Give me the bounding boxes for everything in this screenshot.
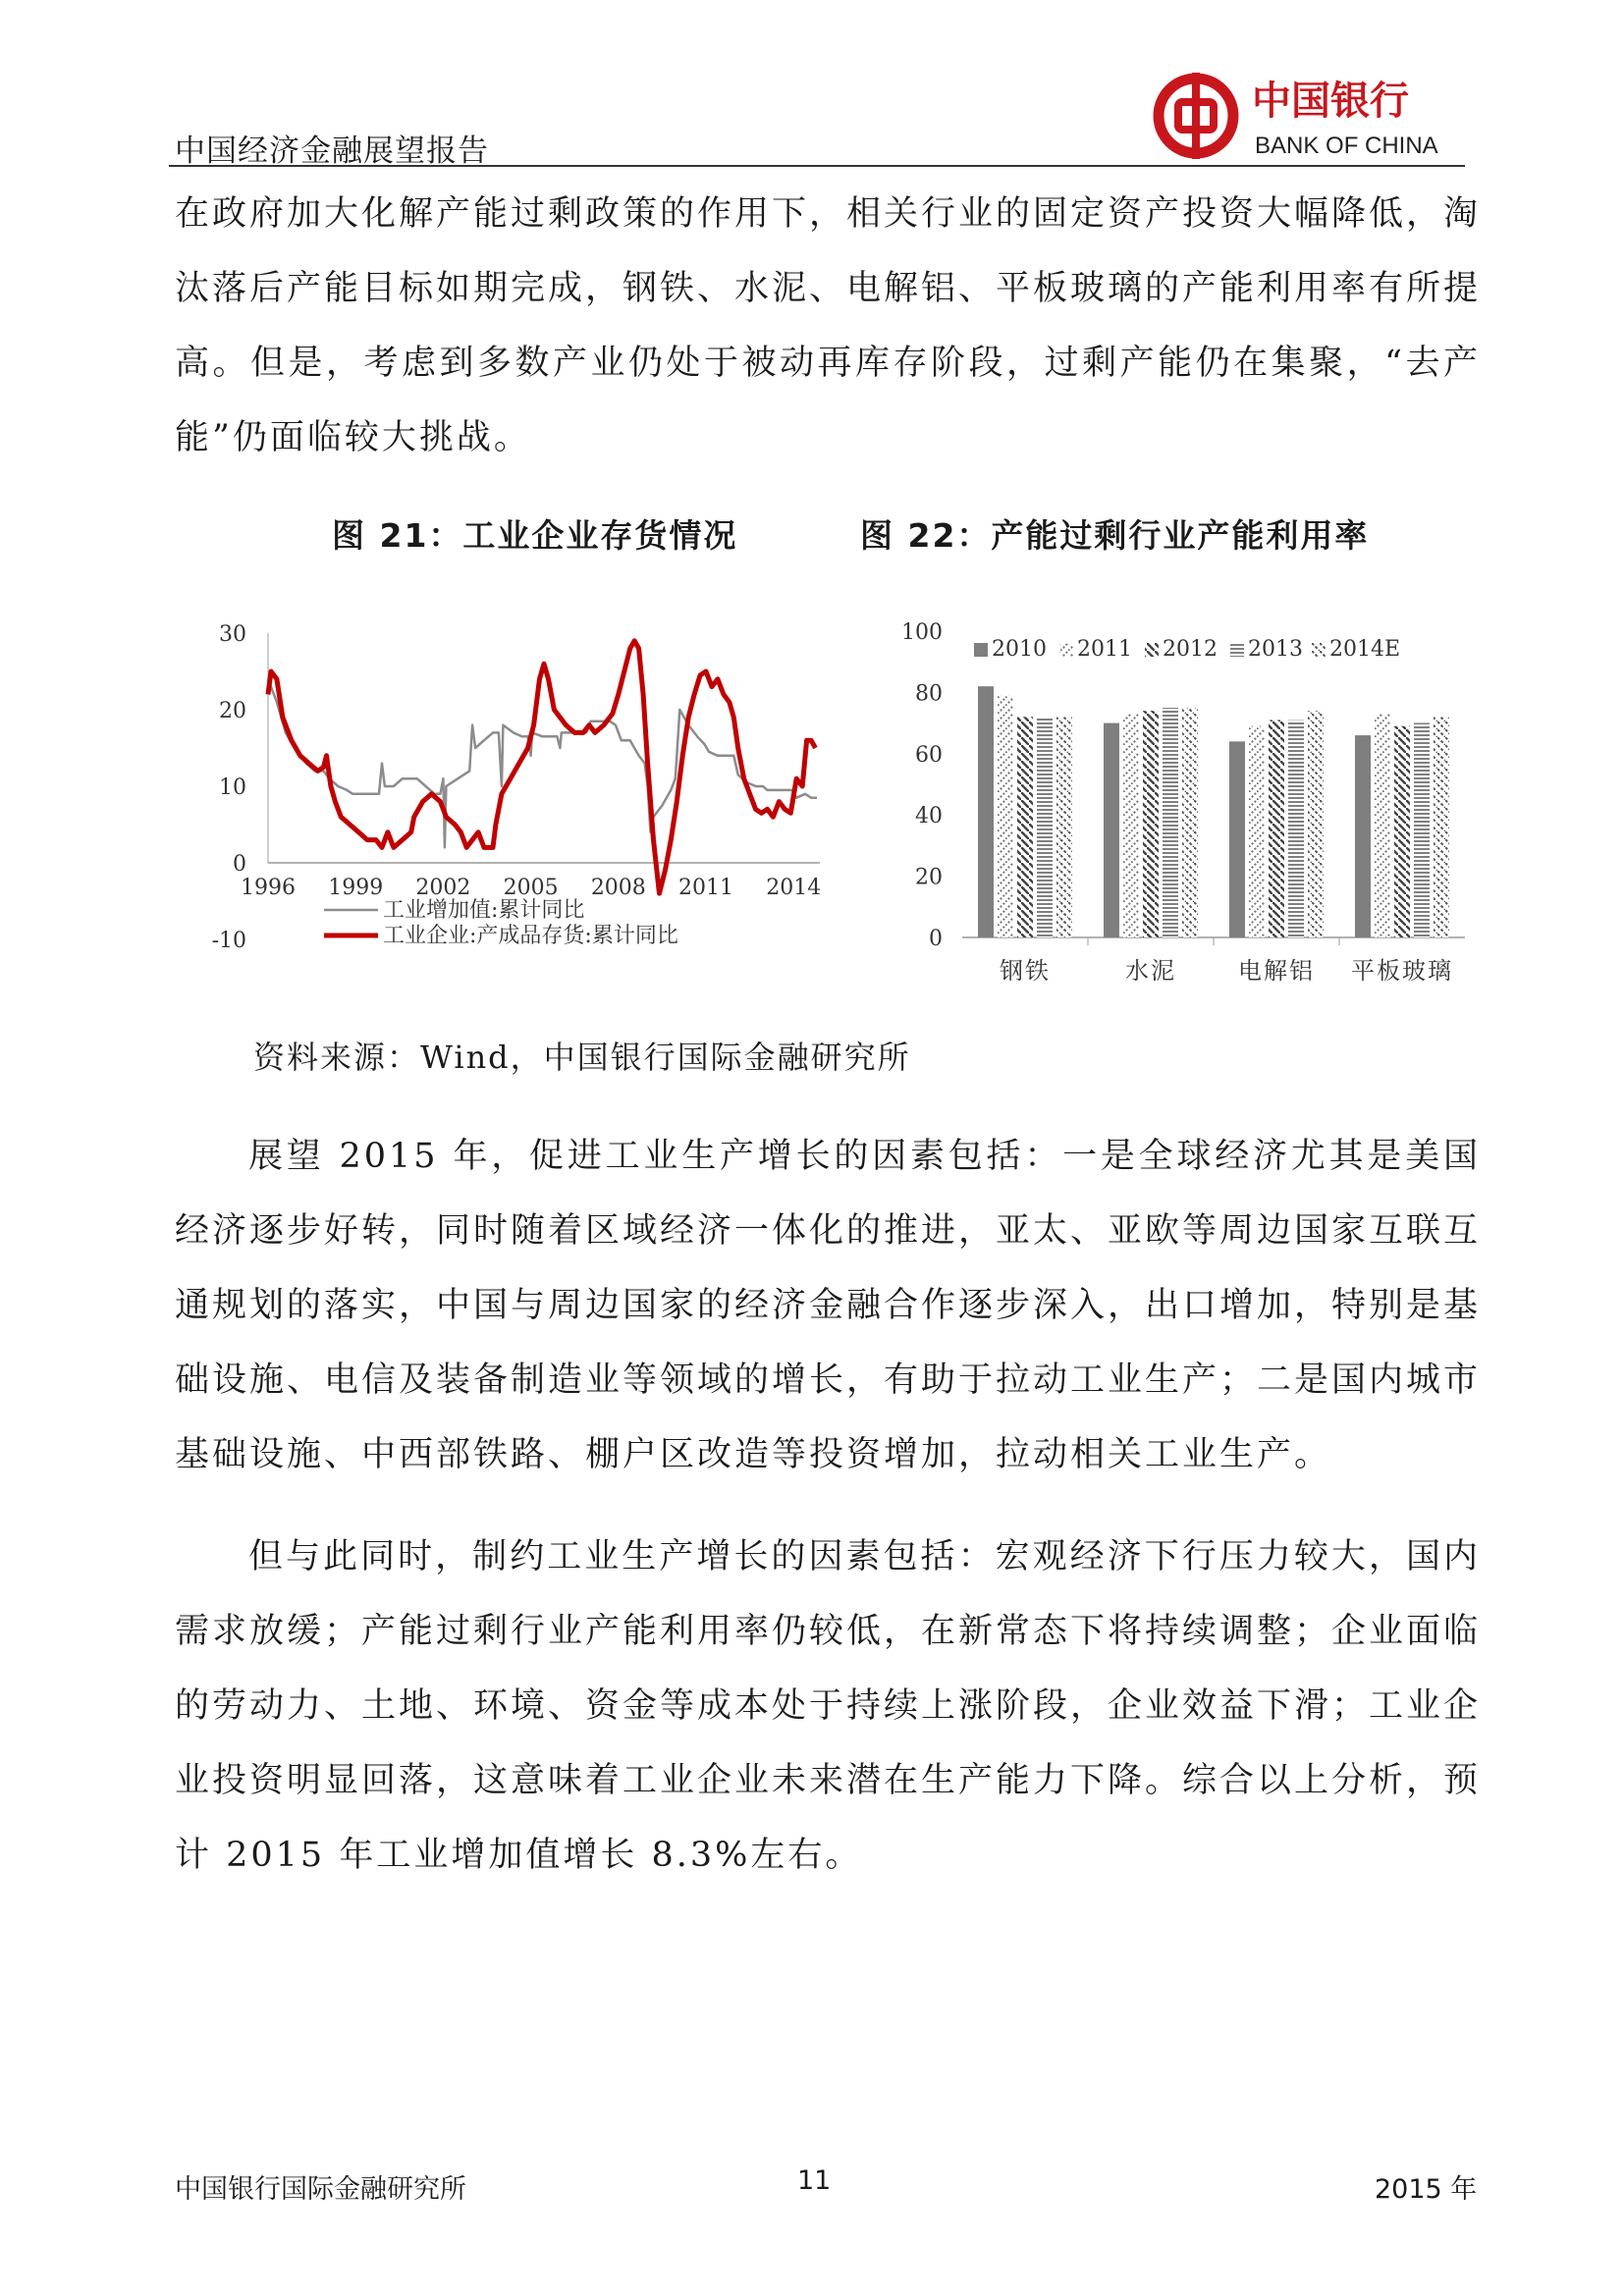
legend-label: 2010 (992, 637, 1047, 662)
bar-2012-0 (1017, 717, 1033, 937)
inventory-line-chart (172, 604, 839, 996)
figure-source-note: 资料来源：Wind，中国银行国际金融研究所 (253, 1039, 911, 1076)
series-line-2 (268, 641, 816, 893)
bar-2011-3 (1375, 714, 1390, 937)
x-tick-label: 2014 (766, 876, 822, 900)
legend-label: 工业企业:产成品存货:累计同比 (383, 924, 678, 948)
bar-2014E-0 (1056, 717, 1072, 937)
bar-2011-0 (998, 696, 1013, 937)
legend-label: 2013 (1248, 637, 1303, 662)
bar-2011-2 (1249, 726, 1265, 937)
bar-2012-3 (1394, 726, 1410, 937)
category-label: 钢铁 (1000, 957, 1051, 985)
bar-2010-1 (1104, 723, 1119, 937)
page-number: 11 (797, 2165, 832, 2196)
bar-2014E-1 (1182, 708, 1198, 937)
report-header-title: 中国经济金融展望报告 (175, 133, 489, 169)
y-tick-label: 100 (901, 620, 943, 645)
legend-label: 2011 (1077, 637, 1132, 662)
y-tick-label: 40 (915, 804, 943, 829)
category-label: 电解铝 (1238, 957, 1315, 985)
legend-label: 工业增加值:累计同比 (383, 898, 585, 923)
y-tick-label: 60 (915, 742, 943, 768)
footer-year: 2015 年 (1375, 2174, 1478, 2205)
legend-swatch (1145, 643, 1159, 657)
header-rule (169, 165, 1465, 167)
y-tick-label: 10 (219, 775, 246, 800)
legend-label: 2012 (1163, 637, 1218, 662)
x-tick-label: 1996 (241, 876, 296, 900)
bar-2013-1 (1163, 708, 1178, 937)
bar-2014E-3 (1434, 717, 1449, 937)
x-tick-label: 2005 (503, 876, 559, 900)
logo-cn-text: 中国银行 (1252, 78, 1409, 124)
figure-22-title: 图 22：产能过剩行业产能利用率 (860, 516, 1370, 555)
x-tick-label: 1999 (328, 876, 384, 900)
bar-2014E-2 (1308, 711, 1324, 937)
y-tick-label: 0 (929, 927, 943, 951)
x-tick-label: 2002 (415, 876, 471, 900)
y-tick-label: 0 (233, 852, 246, 877)
capacity-utilization-bar-chart (864, 604, 1492, 996)
legend-swatch (1230, 643, 1244, 657)
bar-2012-2 (1269, 720, 1284, 937)
legend-swatch (1312, 643, 1326, 657)
bar-2011-1 (1123, 714, 1139, 937)
bar-2010-3 (1355, 735, 1371, 937)
legend-swatch (974, 643, 988, 657)
paragraph-constraints: 但与此同时，制约工业生产增长的因素包括：宏观经济下行压力较大，国内需求放缓；产能过剩行业产能利用率仍较低，在新常态下将持续调整；企业面临的劳动力、土地、环境、资金等成本处于持续上涨阶段，企业效益下滑；工业企业投资明显回落，这意味着工业企业未来潜在生产能力下降。综合以上分析，预计 2015 年工业增加值增长 8.3%左右。 (175, 1537, 1482, 1875)
x-tick-label: 2008 (590, 876, 646, 900)
bank-of-china-logo (1149, 67, 1473, 165)
paragraph-outlook: 展望 2015 年，促进工业生产增长的因素包括：一是全球经济尤其是美国经济逐步好转，同时随着区域经济一体化的推进，亚太、亚欧等周边国家互联互通规划的落实，中国与周边国家的经济金融合作逐步深入，出口增加，特别是基础设施、电信及装备制造业等领域的增长，有助于拉动工业生产；二是国内城市基础设施、中西部铁路、棚户区改造等投资增加，拉动相关工业生产。 (175, 1137, 1482, 1474)
footer-institute: 中国银行国际金融研究所 (175, 2174, 466, 2205)
y-tick-label: 20 (915, 865, 943, 890)
legend-swatch (1059, 643, 1073, 657)
y-tick-label: -10 (211, 929, 246, 953)
category-label: 平板玻璃 (1351, 957, 1453, 985)
bar-2010-2 (1229, 741, 1245, 937)
y-tick-label: 20 (219, 699, 246, 723)
bar-2013-2 (1288, 720, 1304, 937)
paragraph-capacity: 在政府加大化解产能过剩政策的作用下，相关行业的固定资产投资大幅降低，淘汰落后产能目标如期完成，钢铁、水泥、电解铝、平板玻璃的产能利用率有所提高。但是，考虑到多数产业仍处于被动再库存阶段，过剩产能仍在集聚，“去产能”仍面临较大挑战。 (175, 194, 1482, 457)
category-label: 水泥 (1125, 957, 1176, 985)
bar-2012-1 (1143, 711, 1159, 937)
x-tick-label: 2011 (678, 876, 734, 900)
legend-label: 2014E (1329, 637, 1401, 662)
bar-2010-0 (978, 686, 994, 937)
bar-2013-0 (1037, 717, 1053, 937)
figure-21-title: 图 21：工业企业存货情况 (332, 516, 738, 555)
logo-en-text: BANK OF CHINA (1255, 133, 1438, 159)
bar-2013-3 (1414, 723, 1430, 937)
y-tick-label: 30 (219, 622, 246, 647)
y-tick-label: 80 (915, 681, 943, 707)
